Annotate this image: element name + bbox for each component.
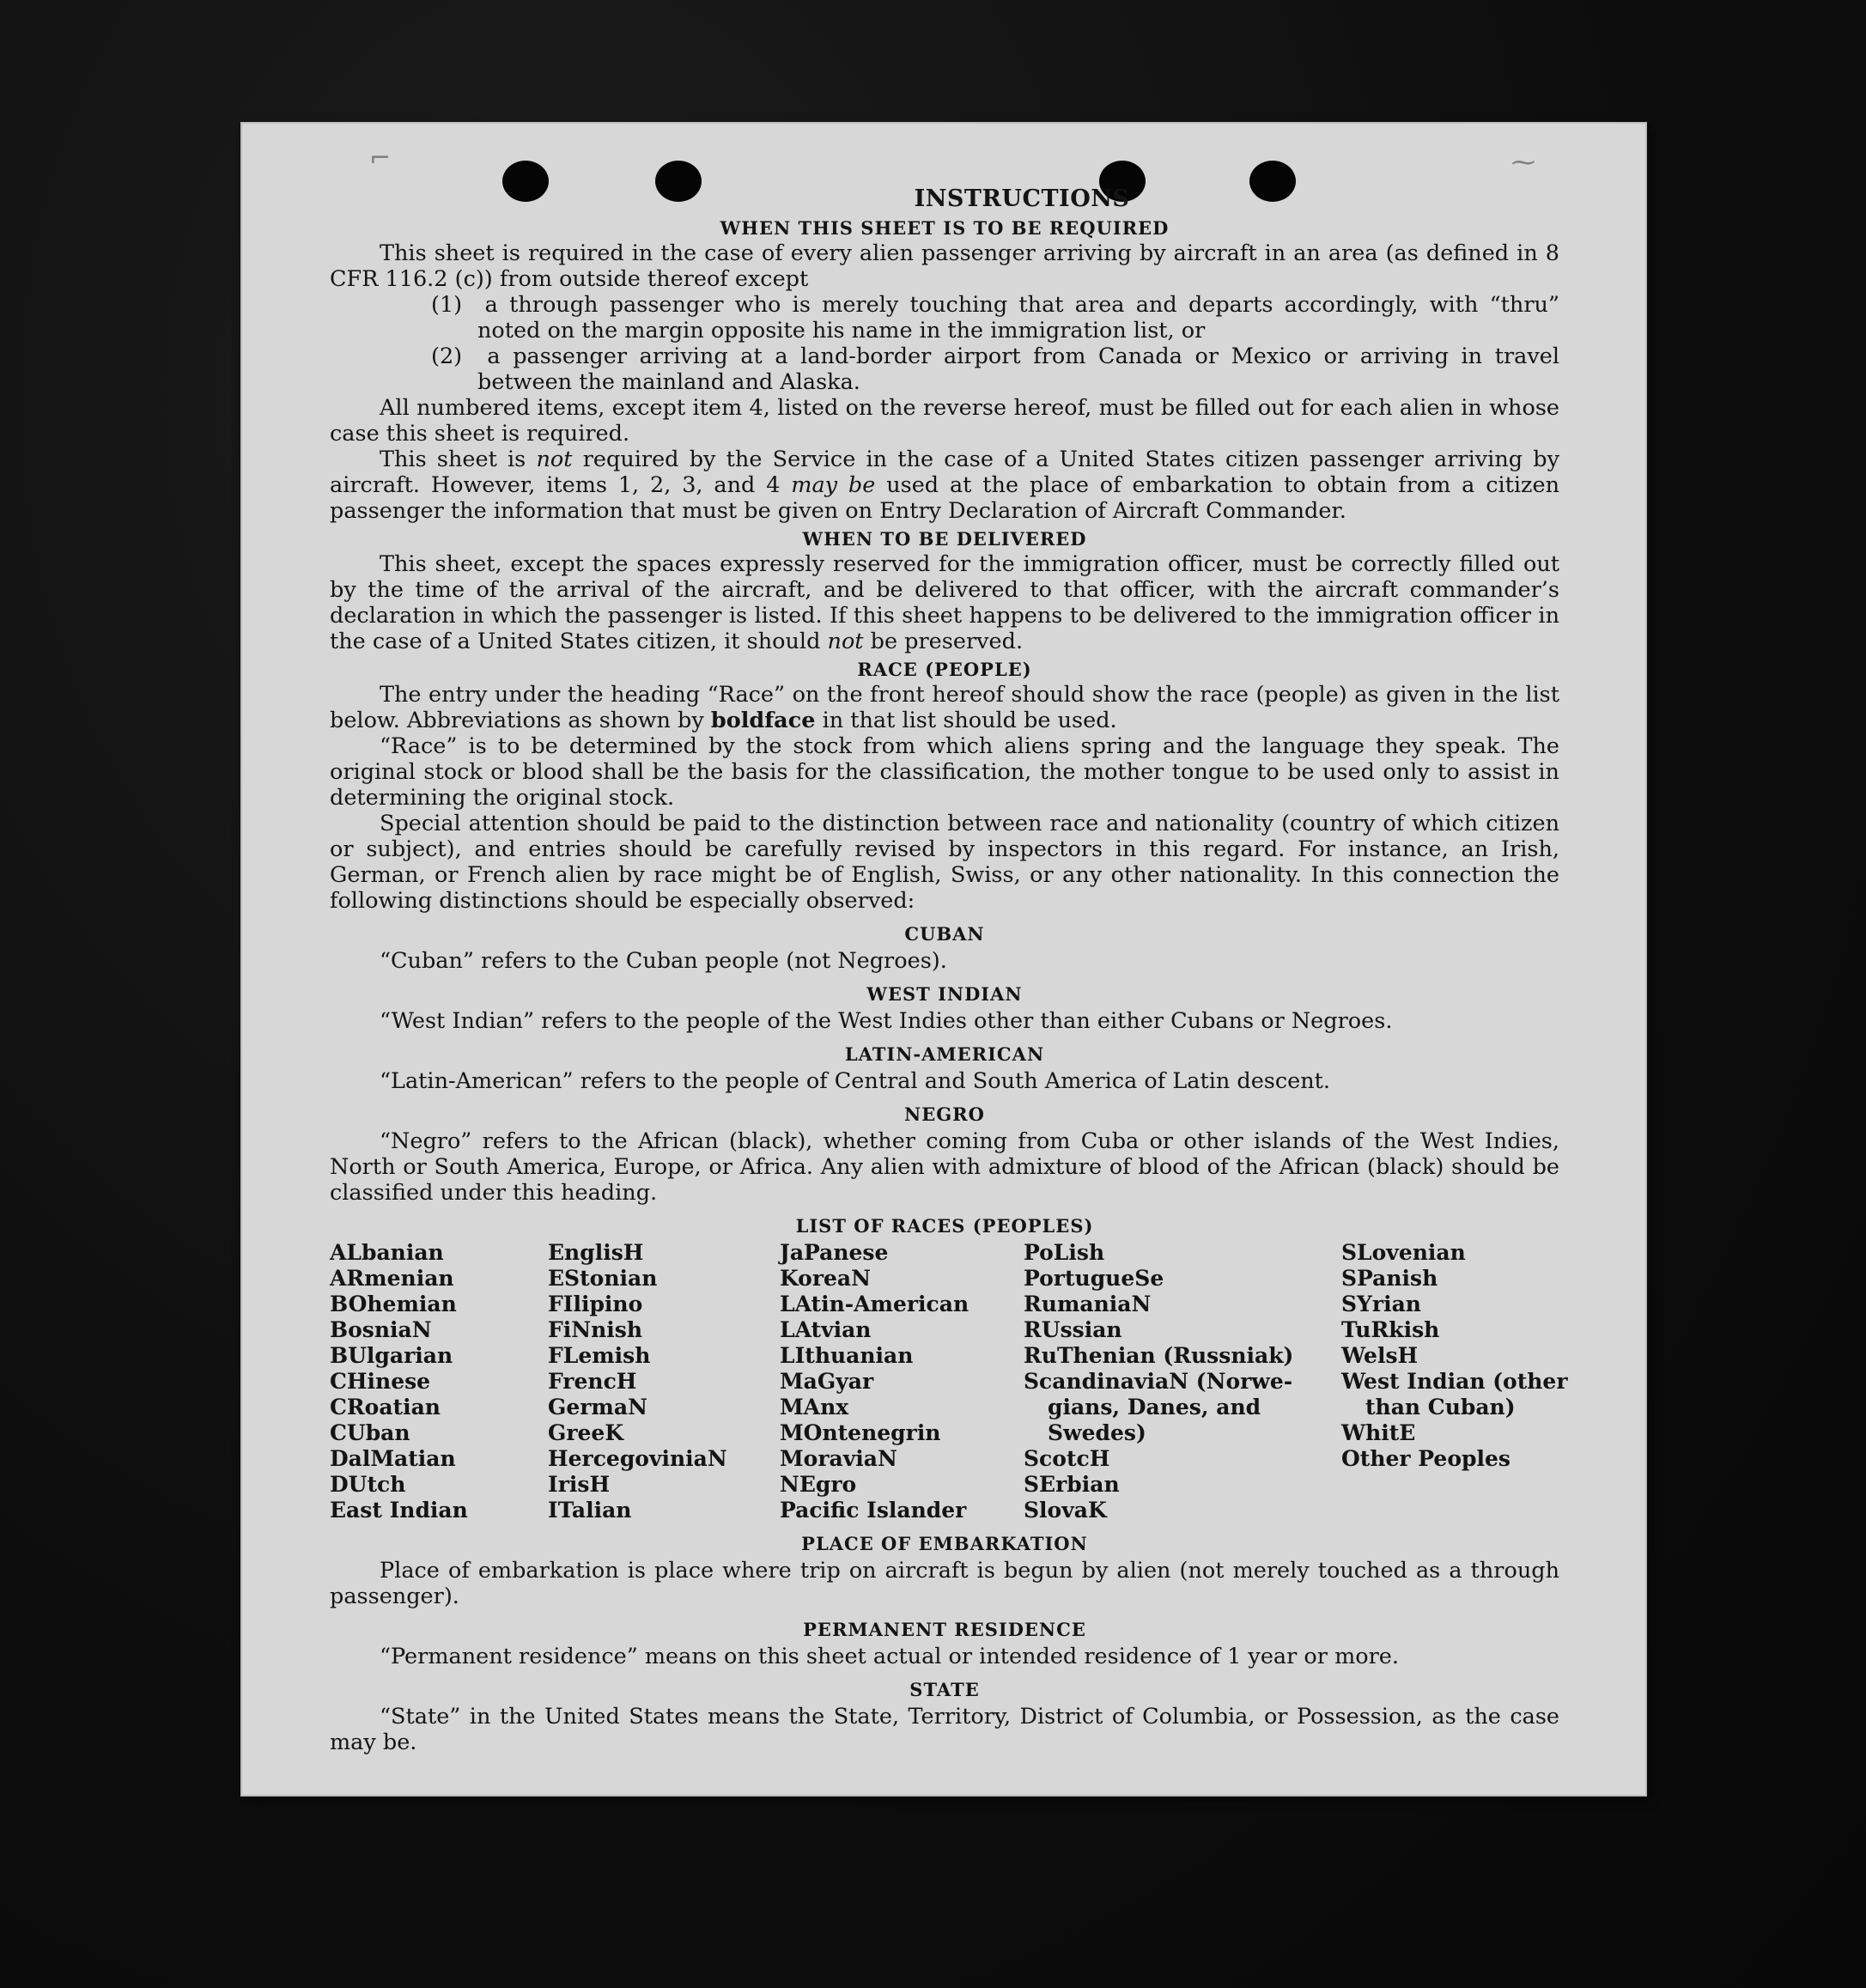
race-entry: ALbanian — [330, 1240, 444, 1265]
race-entry: ScandinaviaN (Norwe- — [1024, 1369, 1293, 1394]
race-column-5 — [1341, 1240, 1568, 1523]
exception-item-2 — [330, 343, 1559, 395]
race-entry: WhitE — [1341, 1420, 1416, 1445]
race-entry: PortugueSe — [1024, 1266, 1164, 1291]
scan-mark: ⌐ — [369, 143, 392, 173]
race-entry: LAtin-American — [780, 1292, 969, 1316]
race-entry: MoraviaN — [780, 1446, 897, 1471]
race-entry: CUban — [330, 1420, 410, 1445]
instruction-sheet — [240, 122, 1647, 1796]
paragraph-required-intro: This sheet is required in the case of every alien passenger arriving by aircraft in an area (as defined in 8 CFR 116.2 (c)) from outside thereof except — [330, 240, 1559, 292]
exception-number-2: (2) — [431, 343, 463, 369]
delivery-not: not — [827, 629, 864, 654]
race-entry: SLovenian — [1341, 1240, 1466, 1265]
paragraph-race-nationality: Special attention should be paid to the distinction between race and nationality (country of which citizen or subject), and entries should be carefully revised by inspectors in this regard. For instance, an Irish, German, or French alien by race might be of English, Swiss, or any other nationality. In this connection the following distinctions should be especially observed: — [330, 811, 1559, 914]
race-entry: West Indian (other — [1341, 1369, 1568, 1394]
paragraph-numbered-items: All numbered items, except item 4, listed on the reverse hereof, must be filled out for each alien in whose case this sheet is required. — [330, 395, 1559, 447]
citizen-text-a: This sheet is — [380, 447, 537, 472]
race-entry: BUlgarian — [330, 1343, 453, 1368]
race-entry: Swedes) — [1048, 1420, 1146, 1445]
race-entry-boldface: boldface — [710, 708, 816, 733]
heading-when-delivered: WHEN TO BE DELIVERED — [802, 528, 1087, 550]
race-column-3 — [780, 1240, 1024, 1523]
race-list — [330, 1240, 1568, 1523]
heading-when-required: WHEN THIS SHEET IS TO BE REQUIRED — [720, 217, 1170, 239]
race-entry: TuRkish — [1341, 1317, 1440, 1342]
race-entry: ITalian — [548, 1498, 632, 1523]
heading-negro: NEGRO — [904, 1103, 985, 1125]
race-entry: FLemish — [548, 1343, 651, 1368]
paragraph-latin-american: “Latin-American” refers to the people of Central and South America of Latin descent. — [380, 1068, 1331, 1094]
race-entry: MOntenegrin — [780, 1420, 941, 1445]
race-entry: DUtch — [330, 1472, 406, 1497]
instructions-content — [330, 185, 1568, 1755]
race-entry: SPanish — [1341, 1266, 1438, 1291]
race-entry: JaPanese — [780, 1240, 889, 1265]
race-entry: RuThenian (Russniak) — [1024, 1343, 1294, 1368]
race-entry: FIlipino — [548, 1292, 643, 1316]
paragraph-cuban: “Cuban” refers to the Cuban people (not Negroes). — [380, 948, 947, 974]
race-entry-text-b: in that list should be used. — [815, 708, 1117, 733]
race-column-4 — [1024, 1240, 1341, 1523]
race-entry: EStonian — [548, 1266, 658, 1291]
race-entry: IrisH — [548, 1472, 611, 1497]
race-entry: PoLish — [1024, 1240, 1105, 1265]
race-entry: NEgro — [780, 1472, 857, 1497]
exception-item-1 — [330, 292, 1559, 343]
heading-residence: PERMANENT RESIDENCE — [803, 1619, 1086, 1640]
race-column-1 — [330, 1240, 548, 1523]
race-entry: ARmenian — [330, 1266, 454, 1291]
race-entry: BosniaN — [330, 1317, 432, 1342]
page-title: INSTRUCTIONS — [914, 185, 1130, 212]
paragraph-west-indian: “West Indian” refers to the people of the West Indies other than either Cubans or Negroes. — [380, 1008, 1393, 1034]
race-entry: WelsH — [1341, 1343, 1419, 1368]
paragraph-delivery — [330, 551, 1559, 654]
race-entry: than Cuban) — [1365, 1395, 1516, 1420]
race-entry: RUssian — [1024, 1317, 1122, 1342]
race-entry: DalMatian — [330, 1446, 456, 1471]
race-entry: EnglisH — [548, 1240, 644, 1265]
race-entry: MaGyar — [780, 1369, 874, 1394]
heading-cuban: CUBAN — [904, 923, 985, 945]
race-entry: LAtvian — [780, 1317, 872, 1342]
race-entry: SErbian — [1024, 1472, 1120, 1497]
citizen-text-b: required by the Service in the case of a United States citizen passenger arriving by aircraft. However, items 1, 2, 3, and 4 — [330, 447, 1560, 498]
race-entry: ScotcH — [1024, 1446, 1110, 1471]
race-entry-text-a: The entry under the heading “Race” on the front hereof should show the race (people) as given in the list below. Abbreviations as shown by — [330, 682, 1559, 733]
paragraph-residence: “Permanent residence” means on this sheet actual or intended residence of 1 year or more. — [380, 1644, 1399, 1669]
race-entry: KoreaN — [780, 1266, 871, 1291]
paragraph-negro: “Negro” refers to the African (black), whether coming from Cuba or other islands of the West Indies, North or South America, Europe, or Africa. Any alien with admixture of blood of the African (black) should be classified under this heading. — [330, 1128, 1559, 1206]
heading-embarkation: PLACE OF EMBARKATION — [801, 1533, 1088, 1554]
race-entry: SYrian — [1341, 1292, 1421, 1316]
race-entry: LIthuanian — [780, 1343, 914, 1368]
delivery-text-a: This sheet, except the spaces expressly reserved for the immigration officer, must be correctly filled out by the time of the arrival of the aircraft, and be delivered to that officer, with the aircraft commander’s declaration in which the passenger is listed. If this sheet happens to be delivered to the immigration officer in the case of a United States citizen, it should — [330, 551, 1559, 654]
heading-latin-american: LATIN-AMERICAN — [844, 1043, 1045, 1065]
heading-race: RACE (PEOPLE) — [857, 659, 1032, 680]
delivery-text-b: be preserved. — [863, 629, 1024, 654]
scan-mark: ⁓ — [1511, 148, 1535, 176]
exception-number-1: (1) — [431, 292, 463, 318]
race-entry: GermaN — [548, 1395, 647, 1420]
exception-text-2: a passenger arriving at a land-border airport from Canada or Mexico or arriving in travel between the mainland and Alaska. — [477, 343, 1560, 395]
race-entry: FiNnish — [548, 1317, 643, 1342]
race-entry: CHinese — [330, 1369, 431, 1394]
race-entry: BOhemian — [330, 1292, 457, 1316]
heading-list-of-races: LIST OF RACES (PEOPLES) — [795, 1215, 1094, 1237]
race-entry: Other Peoples — [1341, 1446, 1510, 1471]
paragraph-embarkation: Place of embarkation is place where trip on aircraft is begun by alien (not merely touched as a through passenger). — [330, 1558, 1559, 1609]
heading-west-indian: WEST INDIAN — [866, 983, 1023, 1005]
race-entry: MAnx — [780, 1395, 849, 1420]
citizen-not: not — [536, 447, 573, 472]
citizen-text-c: used at the place of embarkation to obtain from a citizen passenger the information that must be given on Entry Declaration of Aircraft Commander. — [330, 472, 1560, 524]
race-entry: CRoatian — [330, 1395, 441, 1420]
race-entry: East Indian — [330, 1498, 468, 1523]
paragraph-race-entry — [330, 682, 1559, 733]
race-column-2 — [548, 1240, 780, 1523]
race-entry: gians, Danes, and — [1048, 1395, 1261, 1420]
heading-state: STATE — [909, 1679, 980, 1700]
race-entry: HercegoviniaN — [548, 1446, 727, 1471]
paragraph-citizen — [330, 447, 1559, 524]
race-entry: GreeK — [548, 1420, 624, 1445]
race-entry: SlovaK — [1024, 1498, 1107, 1523]
paragraph-state: “State” in the United States means the State, Territory, District of Columbia, or Possession, as the case may be. — [330, 1704, 1559, 1755]
exception-text-1: a through passenger who is merely touching that area and departs accordingly, with “thru” noted on the margin opposite his name in the immigration list, or — [477, 292, 1559, 343]
citizen-may-be: may be — [791, 472, 876, 498]
race-entry: Pacific Islander — [780, 1498, 967, 1523]
race-entry: FrencH — [548, 1369, 637, 1394]
paragraph-race-stock: “Race” is to be determined by the stock from which aliens spring and the language they speak. The original stock or blood shall be the basis for the classification, the mother tongue to be used only to assist in determining the original stock. — [330, 733, 1559, 811]
race-entry: RumaniaN — [1024, 1292, 1152, 1316]
